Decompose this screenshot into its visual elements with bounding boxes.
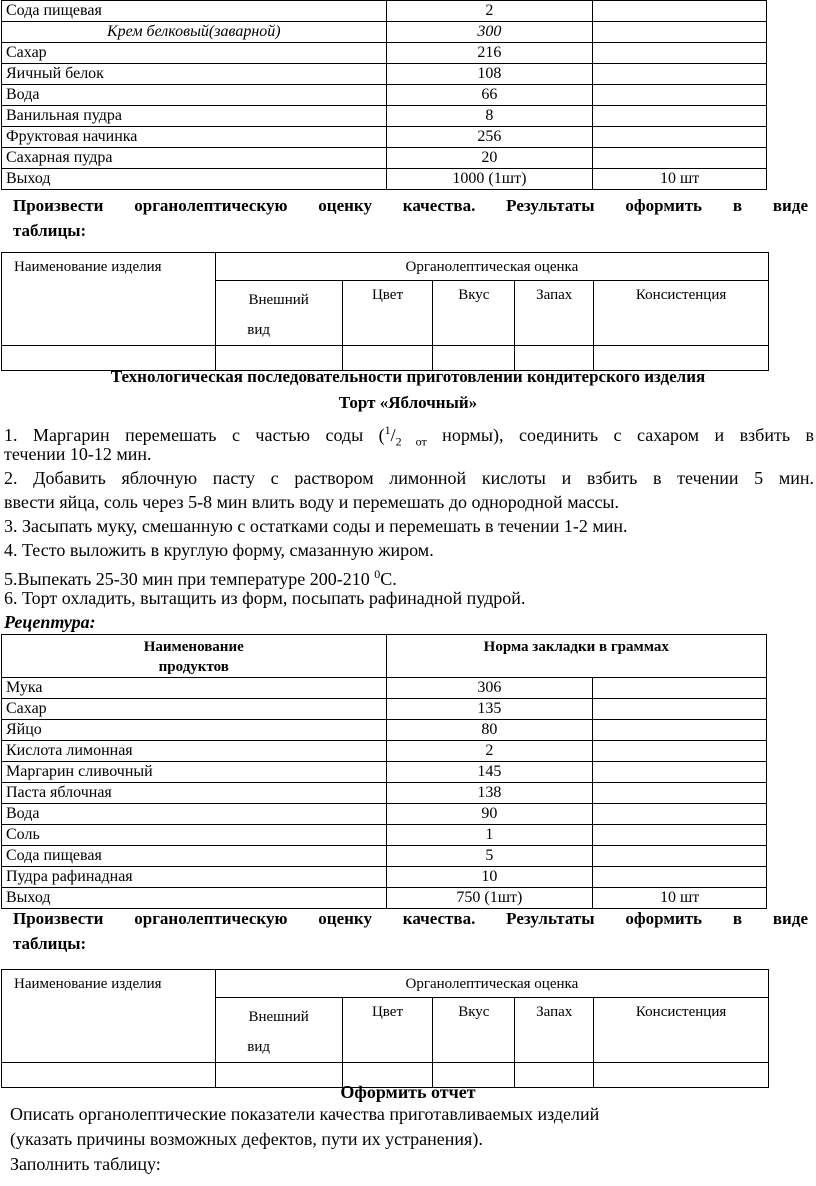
quantity-cell: 750 (1шт) bbox=[386, 888, 593, 909]
extra-cell bbox=[593, 85, 767, 106]
report-line-2: (указать причины возможных дефектов, пути их устранения). bbox=[10, 1129, 483, 1149]
product-name-cell: Фруктовая начинка bbox=[2, 127, 387, 148]
quantity-cell: 138 bbox=[386, 783, 593, 804]
report-title: Оформить отчет bbox=[340, 1082, 476, 1102]
appearance-header: Внешний вид bbox=[215, 998, 342, 1063]
table-row bbox=[2, 762, 767, 783]
product-name-cell: Вода bbox=[2, 804, 387, 825]
organoleptic-table-1 bbox=[1, 252, 769, 371]
color-header: Цвет bbox=[342, 998, 433, 1063]
extra-cell bbox=[593, 846, 767, 867]
step-3: 3. Засыпать муку, смешанную с остатками соды и перемешать в течении 1-2 мин. bbox=[4, 516, 628, 536]
extra-cell bbox=[593, 64, 767, 85]
product-name-col-header: Наименование продуктов bbox=[2, 635, 387, 678]
extra-cell bbox=[593, 678, 767, 699]
task-heading-2: Произвести органолептическую оценку качества. Результаты оформить в виде bbox=[13, 909, 808, 928]
organoleptic-table-2 bbox=[1, 969, 769, 1088]
product-name-cell: Крем белковый(заварной) bbox=[2, 22, 387, 43]
extra-cell bbox=[593, 867, 767, 888]
extra-cell bbox=[593, 783, 767, 804]
product-name-cell: Выход bbox=[2, 169, 387, 190]
quantity-cell: 135 bbox=[386, 699, 593, 720]
table-row bbox=[2, 64, 767, 85]
quantity-cell: 108 bbox=[386, 64, 593, 85]
table-row bbox=[2, 783, 767, 804]
quantity-cell: 90 bbox=[386, 804, 593, 825]
task-heading-1-line2: таблицы: bbox=[13, 221, 87, 240]
extra-cell bbox=[593, 43, 767, 64]
organoleptic-group-header: Органолептическая оценка bbox=[215, 970, 768, 998]
report-line-1: Описать органолептические показатели качества приготавливаемых изделий bbox=[10, 1104, 600, 1124]
recipe-table-1-body bbox=[2, 1, 767, 190]
extra-cell: 10 шт bbox=[593, 169, 767, 190]
extra-cell bbox=[593, 699, 767, 720]
product-name-cell: Вода bbox=[2, 85, 387, 106]
norm-col-header: Норма закладки в граммах bbox=[386, 635, 766, 678]
product-name-cell: Сода пищевая bbox=[2, 1, 387, 22]
table-row bbox=[2, 22, 767, 43]
task-heading-2-line2: таблицы: bbox=[13, 934, 87, 953]
cake-title: Торт «Яблочный» bbox=[338, 393, 478, 412]
extra-cell bbox=[593, 825, 767, 846]
quantity-cell: 256 bbox=[386, 127, 593, 148]
task-heading-1: Произвести органолептическую оценку качества. Результаты оформить в виде bbox=[13, 196, 808, 215]
recipe-table-2 bbox=[1, 634, 767, 909]
table-row bbox=[2, 846, 767, 867]
quantity-cell: 80 bbox=[386, 720, 593, 741]
quantity-cell: 1 bbox=[386, 825, 593, 846]
extra-cell bbox=[593, 741, 767, 762]
consistency-header: Консистенция bbox=[594, 281, 769, 346]
appearance-header: Внешний вид bbox=[215, 281, 342, 346]
quantity-cell: 145 bbox=[386, 762, 593, 783]
product-name-header: Наименование изделия bbox=[2, 253, 216, 346]
recipe-table-1 bbox=[1, 0, 767, 190]
quantity-cell: 10 bbox=[386, 867, 593, 888]
extra-cell bbox=[593, 762, 767, 783]
extra-cell bbox=[593, 127, 767, 148]
table-row bbox=[2, 127, 767, 148]
table-row bbox=[2, 825, 767, 846]
quantity-cell: 5 bbox=[386, 846, 593, 867]
quantity-cell: 216 bbox=[386, 43, 593, 64]
recipe-table-2-body bbox=[2, 678, 767, 909]
quantity-cell: 20 bbox=[386, 148, 593, 169]
step-2: 2. Добавить яблочную пасту с раствором лимонной кислоты и взбить в течении 5 мин. bbox=[4, 468, 814, 488]
product-name-cell: Сахар bbox=[2, 43, 387, 64]
product-name-cell: Мука bbox=[2, 678, 387, 699]
product-name-cell: Ванильная пудра bbox=[2, 106, 387, 127]
product-name-cell: Яичный белок bbox=[2, 64, 387, 85]
table-row bbox=[2, 1, 767, 22]
product-name-cell: Выход bbox=[2, 888, 387, 909]
product-name-cell: Сахарная пудра bbox=[2, 148, 387, 169]
product-name-cell: Паста яблочная bbox=[2, 783, 387, 804]
product-name-cell: Кислота лимонная bbox=[2, 741, 387, 762]
recipe-label: Рецептура: bbox=[4, 612, 96, 632]
table-row bbox=[2, 699, 767, 720]
product-name-cell: Пудра рафинадная bbox=[2, 867, 387, 888]
extra-cell bbox=[593, 22, 767, 43]
quantity-cell: 1000 (1шт) bbox=[386, 169, 593, 190]
table-row bbox=[2, 867, 767, 888]
extra-cell bbox=[593, 720, 767, 741]
table-row bbox=[2, 148, 767, 169]
taste-header: Вкус bbox=[433, 998, 515, 1063]
consistency-header: Консистенция bbox=[594, 998, 769, 1063]
product-name-cell: Яйцо bbox=[2, 720, 387, 741]
table-row bbox=[2, 678, 767, 699]
quantity-cell: 306 bbox=[386, 678, 593, 699]
extra-cell bbox=[593, 148, 767, 169]
extra-cell: 10 шт bbox=[593, 888, 767, 909]
product-name-cell: Соль bbox=[2, 825, 387, 846]
extra-cell bbox=[593, 106, 767, 127]
quantity-cell: 8 bbox=[386, 106, 593, 127]
step-1-cont: течении 10-12 мин. bbox=[4, 444, 152, 464]
table-row bbox=[2, 43, 767, 64]
color-header: Цвет bbox=[342, 281, 433, 346]
step-4: 4. Тесто выложить в круглую форму, смазанную жиром. bbox=[4, 540, 434, 560]
step-5: 5.Выпекать 25-30 мин при температуре 200-210 $^0$С. bbox=[4, 567, 397, 589]
table-row bbox=[2, 741, 767, 762]
product-name-cell: Сода пищевая bbox=[2, 846, 387, 867]
product-name-header: Наименование изделия bbox=[2, 970, 216, 1063]
product-name-cell: Маргарин сливочный bbox=[2, 762, 387, 783]
taste-header: Вкус bbox=[433, 281, 515, 346]
smell-header: Запах bbox=[515, 998, 594, 1063]
quantity-cell: 2 bbox=[386, 741, 593, 762]
quantity-cell: 66 bbox=[386, 85, 593, 106]
extra-cell bbox=[593, 1, 767, 22]
product-name-cell: Сахар bbox=[2, 699, 387, 720]
step-2-cont: ввести яйца, соль через 5-8 мин влить воду и перемешать до однородной массы. bbox=[4, 492, 620, 512]
quantity-cell: 300 bbox=[386, 22, 593, 43]
report-line-3: Заполнить таблицу: bbox=[10, 1154, 161, 1174]
organoleptic-group-header: Органолептическая оценка bbox=[215, 253, 768, 281]
smell-header: Запах bbox=[515, 281, 594, 346]
table-row bbox=[2, 106, 767, 127]
table-row bbox=[2, 85, 767, 106]
table-row bbox=[2, 169, 767, 190]
tech-title: Технологическая последовательности приготовлении кондитерского изделия bbox=[110, 367, 706, 386]
step-1: 1. Маргарин перемешать с частью соды ($^1/_{2 от}$ нормы), соединить с сахаром и взбить в bbox=[4, 423, 815, 449]
table-row bbox=[2, 720, 767, 741]
step-6: 6. Торт охладить, вытащить из форм, посыпать рафинадной пудрой. bbox=[4, 588, 526, 608]
quantity-cell: 2 bbox=[386, 1, 593, 22]
table-row bbox=[2, 804, 767, 825]
extra-cell bbox=[593, 804, 767, 825]
